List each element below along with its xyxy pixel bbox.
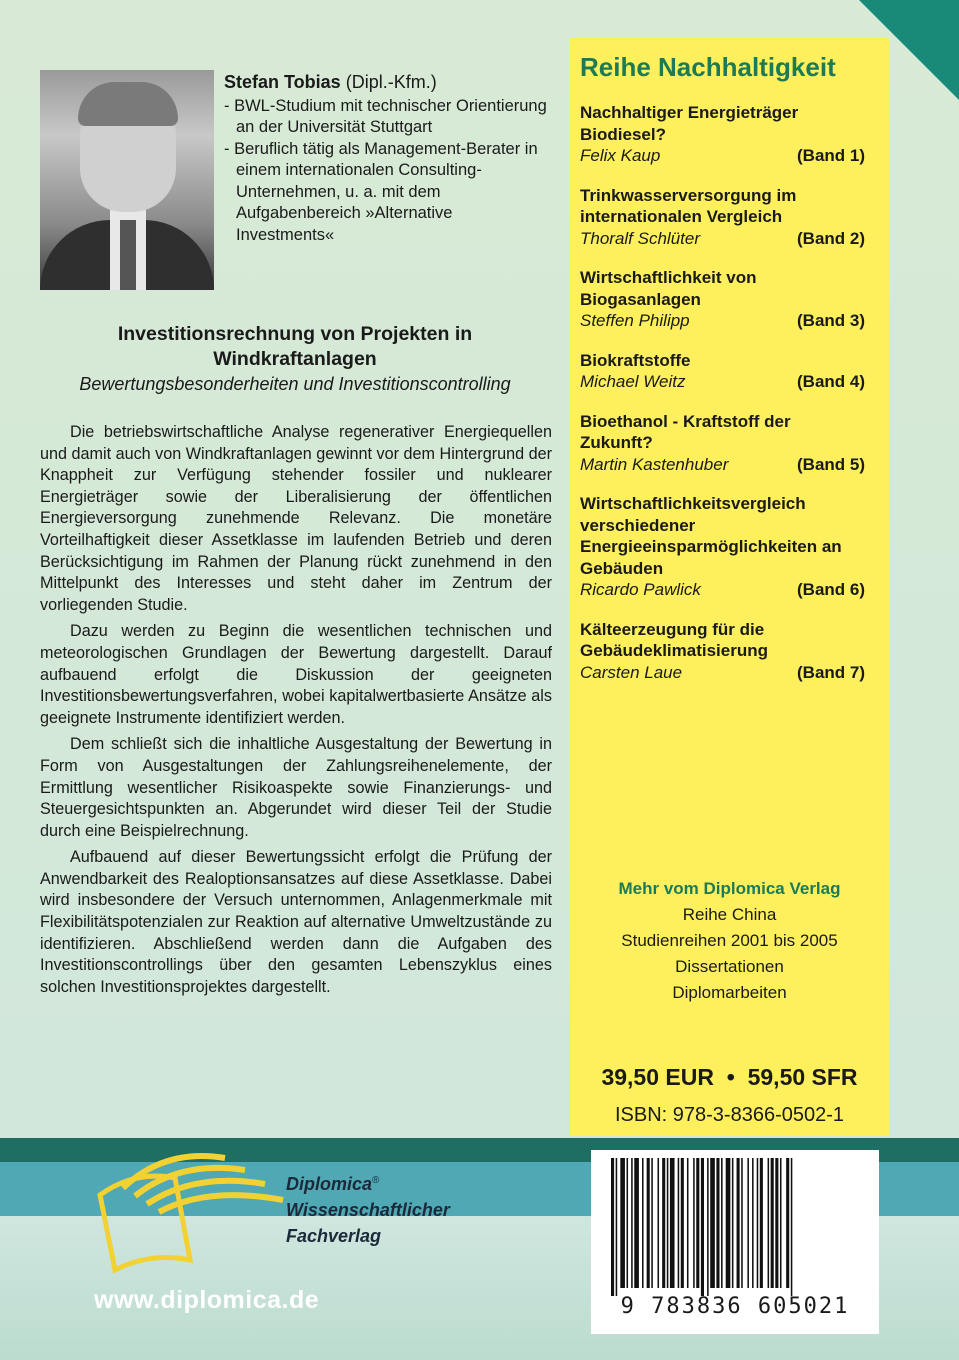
- series-item: [580, 493, 865, 601]
- isbn-barcode: [591, 1150, 879, 1334]
- series-item: [580, 411, 865, 476]
- price-sfr: 59,50 SFR: [747, 1064, 858, 1090]
- publisher-line2: Wissenschaftlicher: [286, 1200, 450, 1220]
- author-degree: (Dipl.-Kfm.): [345, 72, 437, 92]
- more-heading: Mehr vom Diplomica Verlag: [618, 879, 841, 898]
- series-item-title: Biokraftstoffe: [580, 350, 691, 370]
- barcode-digits: 9 783836 605021: [620, 1294, 850, 1319]
- isbn: ISBN: 978-3-8366-0502-1: [614, 1104, 845, 1126]
- series-item-band: (Band 6): [797, 580, 865, 599]
- series-item-band: (Band 3): [797, 311, 865, 330]
- publisher-logo-icon: [95, 1140, 295, 1280]
- publisher-url[interactable]: www.diplomica.de: [94, 1286, 320, 1314]
- book-subtitle: Bewertungsbesonderheiten und Investitionscontrolling: [79, 374, 511, 394]
- description-paragraph: Dem schließt sich die inhaltliche Ausgestaltung der Bewertung in Form von Ausgestaltungen der Zahlungsreihenelemente, der Ermittlung wesentlicher Risikoaspekte sowie Finanzierungs- und Steuergesichtspunkten an. Abgerundet wird dieser Teil der Studie durch eine Beispielrechnung.: [40, 735, 552, 840]
- publisher-line1: Diplomica: [286, 1174, 373, 1194]
- series-item-title: Trinkwasserversorgung im internationalen Vergleich: [580, 185, 797, 226]
- series-item: [580, 185, 865, 250]
- more-from-publisher: [570, 876, 889, 1006]
- description-paragraph: Dazu werden zu Beginn die wesentlichen technischen und meteorologischen Grundlagen der Bewertung dargestellt. Darauf aufbauend erfolgt die Diskussion der geeigneten Investitionsbewertungsverfahren, wobei kapitalwertbasierte Ansätze als geeignete Instrumente identifiziert werden.: [40, 622, 552, 727]
- series-item-band: (Band 4): [797, 372, 865, 391]
- series-item-title: Nachhaltiger Energieträger Biodiesel?: [580, 103, 799, 144]
- bio-item: - BWL-Studium mit technischer Orientierung an der Universität Stuttgart: [224, 96, 547, 136]
- author-name-line: [224, 72, 554, 94]
- more-item: Reihe China: [682, 905, 777, 924]
- series-item-band: (Band 1): [797, 146, 865, 165]
- more-item: Dissertationen: [675, 957, 784, 976]
- series-item-author: Martin Kastenhuber: [580, 454, 729, 474]
- series-item-band: (Band 2): [797, 228, 865, 248]
- series-item-title: Wirtschaftlichkeit von Biogasanlagen: [580, 268, 757, 309]
- author-photo: [40, 70, 214, 290]
- series-item-band: (Band 5): [797, 454, 865, 474]
- series-item-title: Bioethanol - Kraftstoff der Zukunft?: [580, 411, 791, 452]
- book-title-block: [40, 322, 550, 396]
- more-item: Diplomarbeiten: [672, 983, 787, 1002]
- description-paragraph: Die betriebswirtschaftliche Analyse regenerativer Energiequellen und damit auch von Windkraftanlagen gewinnt vor dem Hintergrund der Knappheit zur Verfügung stehender fossiler und nuklearer Energieträger sowie der Liberalisierung der öffentlichen Energieversorgung zunehmende Relevanz. Die monetäre Vorteilhaftigkeit dieser Assetklasse im laufenden Betrieb und deren Berücksichtigung im Rahmen der Planung rückt zunehmend in den Mittelpunkt des Interesses und steht daher im Zentrum der vorliegenden Studie.: [40, 423, 552, 614]
- barcode-bars-icon: [607, 1158, 863, 1296]
- series-item-band: (Band 7): [797, 662, 865, 682]
- series-item-author: Michael Weitz: [580, 372, 686, 391]
- series-list: [580, 102, 865, 701]
- series-item-title: Wirtschaftlichkeitsvergleich verschiedener Energieeinsparmöglichkeiten an Gebäuden: [580, 494, 842, 578]
- price: [570, 1064, 889, 1091]
- more-item: Studienreihen 2001 bis 2005: [621, 931, 838, 950]
- publisher-name: [286, 1168, 450, 1249]
- series-item-author: Carsten Laue: [580, 662, 683, 682]
- series-item: [580, 102, 865, 167]
- series-item-author: Steffen Philipp: [580, 311, 690, 330]
- series-item-author: Thoralf Schlüter: [580, 228, 700, 248]
- series-panel: [570, 38, 889, 1136]
- author-info: [224, 72, 554, 246]
- registered-mark: ®: [372, 1175, 380, 1186]
- author-bio: [224, 96, 554, 247]
- series-item-author: Ricardo Pawlick: [580, 580, 701, 599]
- series-item-author: Felix Kaup: [580, 146, 661, 165]
- series-item: [580, 267, 865, 332]
- book-description: [40, 422, 552, 1003]
- publisher-line3: Fachverlag: [286, 1226, 382, 1246]
- price-eur: 39,50 EUR: [601, 1064, 714, 1090]
- book-title: Investitionsrechnung von Projekten in Windkraftanlagen: [117, 323, 473, 370]
- author-name: Stefan Tobias: [224, 72, 341, 92]
- series-item: [580, 619, 865, 684]
- price-separator: •: [726, 1064, 735, 1090]
- series-item: [580, 350, 865, 393]
- bio-item: - Beruflich tätig als Management-Berater in einem internationalen Consulting-Unternehmen, u. a. mit dem Aufgabenbereich »Alternative Investments«: [224, 139, 538, 244]
- description-paragraph: Aufbauend auf dieser Bewertungssicht erfolgt die Prüfung der Anwendbarkeit des Realoptionsansatzes auf diese Assetklasse. Dabei wird insbesondere der Versuch unternommen, Anlagenmerkmale mit Flexibilitätspotenzialen zur Reaktion auf alternative Umweltzustände zu identifizieren. Abschließend werden dann die Aufgaben des Investitionscontrollings über den gesamten Lebenszyklus eines solchen Investitionsprojektes dargestellt.: [40, 848, 552, 996]
- series-heading: Reihe Nachhaltigkeit: [580, 52, 836, 82]
- series-item-title: Kälteerzeugung für die Gebäudeklimatisierung: [580, 619, 768, 660]
